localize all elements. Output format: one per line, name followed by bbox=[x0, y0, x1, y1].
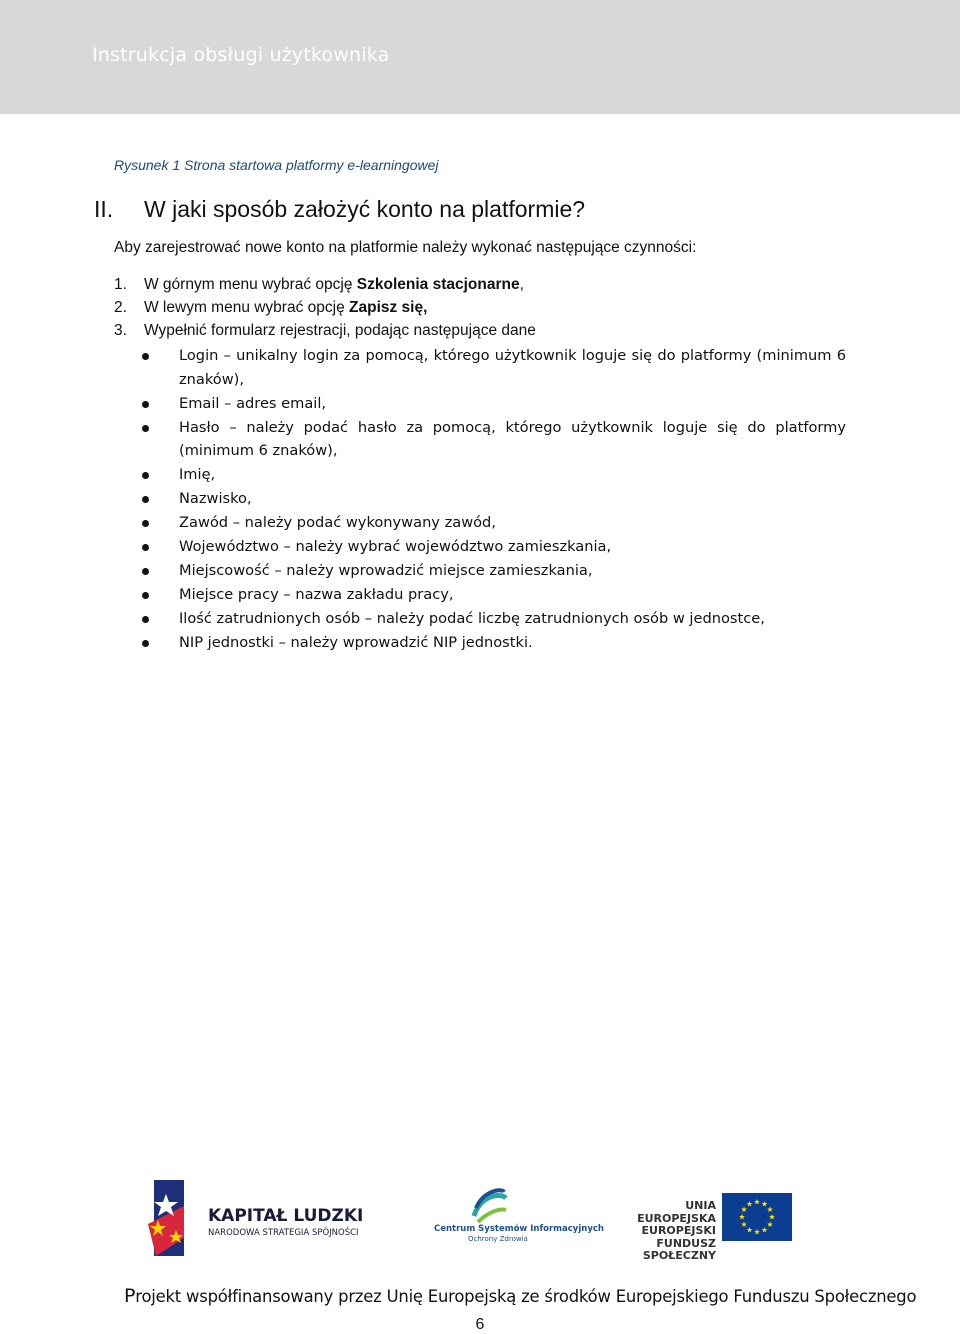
eu-flag-icon bbox=[722, 1193, 792, 1241]
field-item-voivodeship: Województwo – należy wybrać województwo zamieszkania, bbox=[140, 535, 846, 559]
field-item-city: Miejscowość – należy wprowadzić miejsce zamieszkania, bbox=[140, 559, 846, 583]
page-number: 6 bbox=[475, 1316, 485, 1333]
step-item bbox=[114, 319, 536, 342]
steps-list bbox=[114, 273, 536, 342]
step-number: 3. bbox=[114, 322, 127, 339]
step-item bbox=[114, 273, 536, 296]
step-number: 1. bbox=[114, 276, 127, 293]
footer-logos bbox=[0, 1176, 960, 1266]
step-text: W lewym menu wybrać opcję bbox=[144, 299, 350, 316]
ue-text bbox=[612, 1200, 716, 1263]
footer-first-letter: P bbox=[124, 1285, 136, 1307]
ue-line1: UNIA EUROPEJSKA bbox=[637, 1199, 716, 1225]
field-item-employees: Ilość zatrudnionych osób – należy podać liczbę zatrudnionych osób w jednostce, bbox=[140, 607, 846, 631]
step-number: 2. bbox=[114, 299, 127, 316]
csi-logo bbox=[470, 1186, 510, 1224]
step-bold-text: Szkolenia stacjonarne bbox=[356, 276, 520, 293]
field-item-first-name: Imię, bbox=[140, 463, 846, 487]
page-header bbox=[0, 0, 960, 114]
ue-line2: EUROPEJSKI bbox=[641, 1224, 716, 1237]
step-item bbox=[114, 296, 536, 319]
csi-subtitle: Ochrony Zdrowia bbox=[468, 1235, 528, 1243]
csi-name: Centrum Systemów Informacyjnych bbox=[434, 1224, 604, 1234]
kapital-ludzki-logo bbox=[148, 1180, 194, 1256]
figure-caption: Rysunek 1 Strona startowa platformy e-learningowej bbox=[114, 157, 439, 173]
kapital-ludzki-title: KAPITAŁ LUDZKI bbox=[208, 1206, 364, 1226]
field-item-login: Login – unikalny login za pomocą, którego użytkownik loguje się do platformy (minimum 6 znaków), bbox=[140, 344, 846, 391]
kapital-ludzki-subtitle: NARODOWA STRATEGIA SPÓJNOŚCI bbox=[208, 1228, 359, 1238]
header-title: Instrukcja obsługi użytkownika bbox=[92, 44, 390, 66]
ue-line3: FUNDUSZ SPOŁECZNY bbox=[642, 1236, 716, 1262]
field-item-workplace: Miejsce pracy – nazwa zakładu pracy, bbox=[140, 583, 846, 607]
section-number: II. bbox=[94, 196, 114, 222]
step-text: Wypełnić formularz rejestracji, podając następujące dane bbox=[144, 322, 536, 339]
field-item-nip: NIP jednostki – należy wprowadzić NIP jednostki. bbox=[140, 631, 846, 655]
step-bold-text: Zapisz się, bbox=[349, 299, 428, 316]
section-heading bbox=[94, 196, 585, 223]
field-item-email: Email – adres email, bbox=[140, 392, 846, 416]
field-item-password: Hasło – należy podać hasło za pomocą, którego użytkownik loguje się do platformy (minimum 6 znaków), bbox=[140, 416, 846, 463]
footer-project-note bbox=[124, 1285, 916, 1307]
field-item-profession: Zawód – należy podać wykonywany zawód, bbox=[140, 511, 846, 535]
registration-fields-list bbox=[140, 344, 846, 655]
footer-rest: rojekt współfinansowany przez Unię Europejską ze środków Europejskiego Funduszu Społecznego bbox=[135, 1287, 917, 1306]
section-title: W jaki sposób założyć konto na platformie? bbox=[144, 196, 586, 222]
field-item-last-name: Nazwisko, bbox=[140, 487, 846, 511]
intro-paragraph: Aby zarejestrować nowe konto na platformie należy wykonać następujące czynności: bbox=[114, 239, 697, 256]
step-after-text: , bbox=[519, 276, 524, 293]
step-text: W górnym menu wybrać opcję bbox=[144, 276, 357, 293]
